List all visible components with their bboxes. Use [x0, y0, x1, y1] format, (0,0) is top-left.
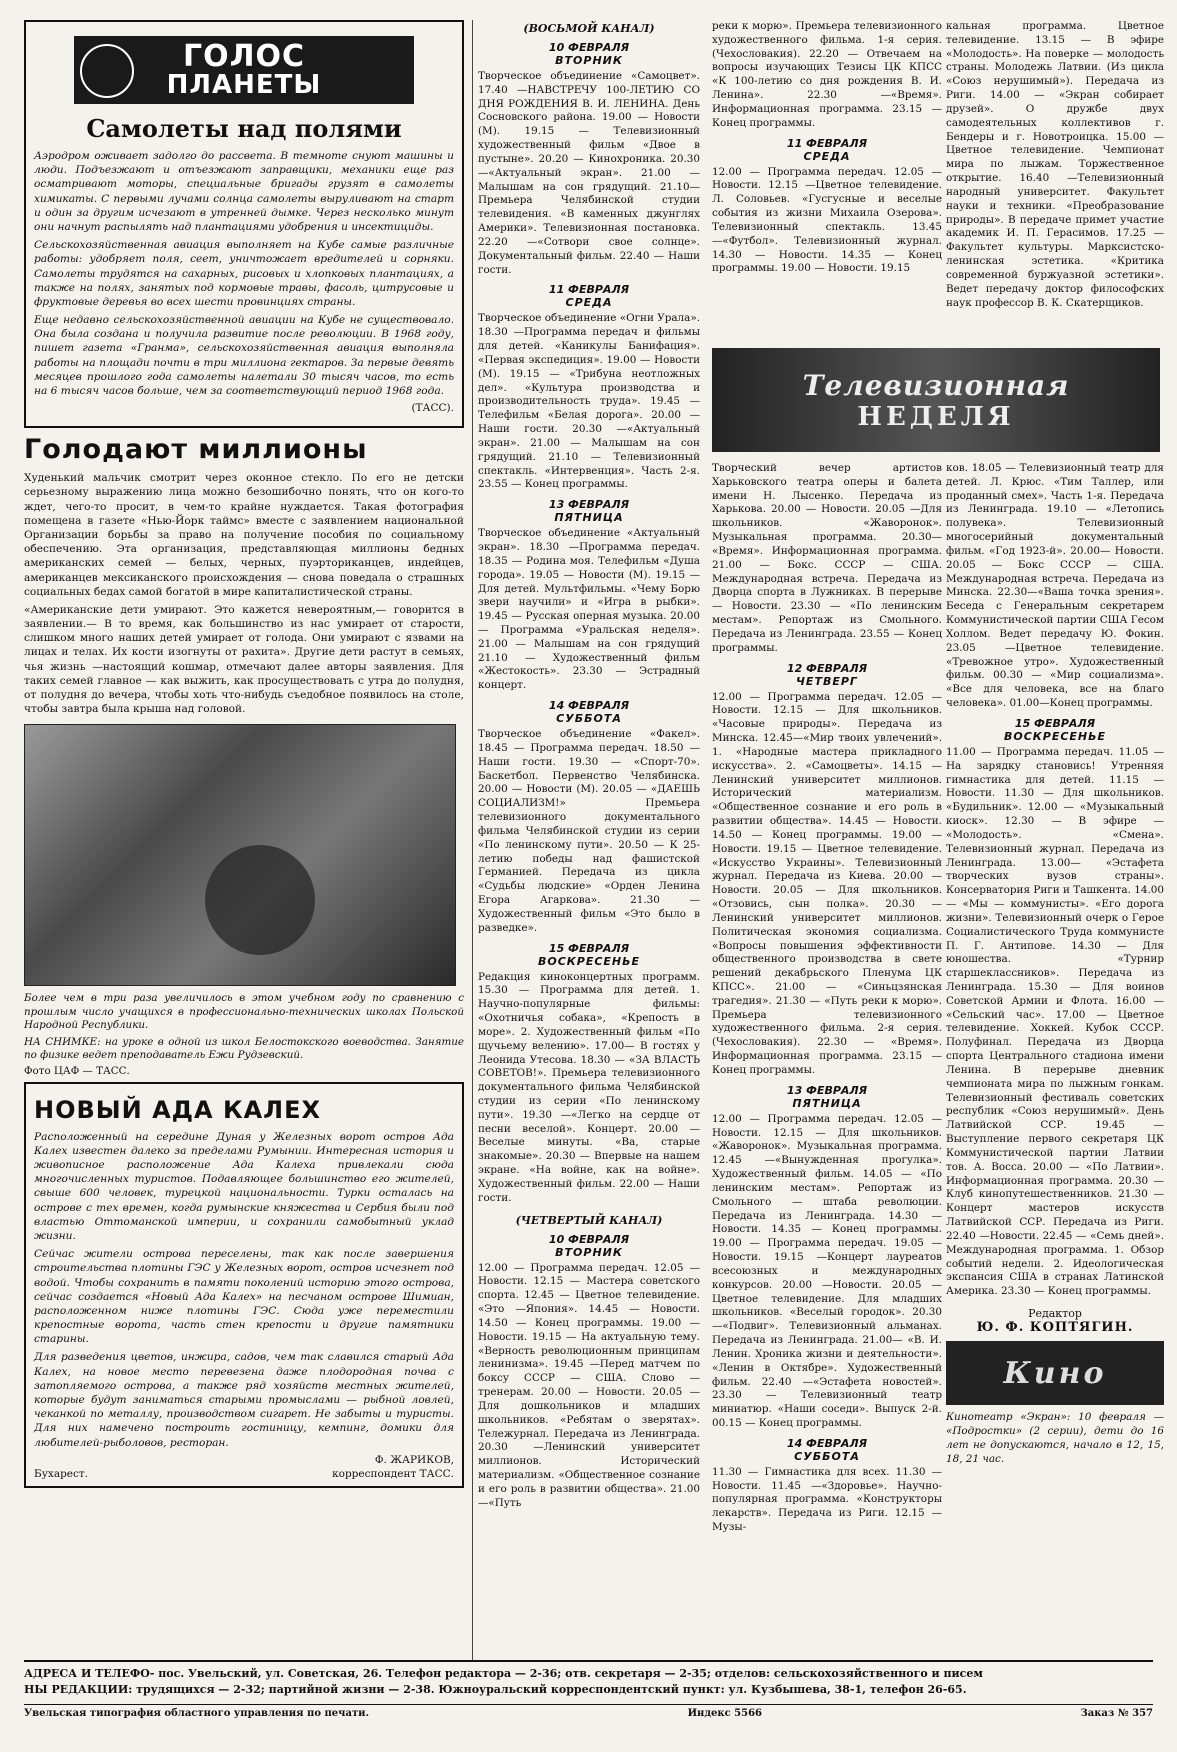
schedule-day-block — [478, 699, 700, 935]
schedule-date: 11 ФЕВРАЛЯ — [548, 283, 630, 297]
schedule-weekday: ПЯТНИЦА — [554, 511, 624, 525]
article-paragraph: Аэродром оживает задолго до рассвета. В темноте снуют машины и люди. Подъезжают и отъезжают заправщики, механики еще раз осматривают моторы, специальные бригады грузят в самолеты химикаты. С первыми лучами солнца самолеты выруливают на старт и один за другим исчезают в утренней дымке. Через несколько минут они начнут распылять над плантациями удобрения и инсектициды. — [34, 150, 454, 233]
schedule-weekday: ВТОРНИК — [555, 54, 623, 67]
schedule-day-block — [478, 41, 700, 277]
footer-address-line1: АДРЕСА И ТЕЛЕФО- пос. Увельский, ул. Советская, 26. Телефон редактора — 2-36; отв. секретаря — 2-35; отделов: сельскохозяйственного и писем — [24, 1667, 983, 1680]
schedule-text: кальная программа. Цветное телевидение. 13.15 — В эфире «Молодость». На поверке — молодость страны. Молодежь Латвии. (Из цикла «Союз нерушимый»). Передача из Риги. 14.00 — «Экран собирает друзей». О дружбе двух самодеятельных коллективов г. Бендеры и г. Новотроицка. 15.00 — Цветное телевидение. Чемпионат мира по лыжам. Торжественное открытие. 16.40 —Телевизионный народный университет. Факультет науки и техники. «Преобразование природы». В передаче примет участие академик И. П. Герасимов. 17.25 — Факультет культуры. Марксистско-ленинская эстетика. «Критика современной буржуазной эстетики». Ведет передачу доктор философских наук профессор В. К. Скатерщиков. — [946, 20, 1164, 309]
article-author-role: корреспондент ТАСС. — [332, 1467, 454, 1480]
article-credit: (ТАСС). — [411, 402, 454, 415]
logo-line2: ПЛАНЕТЫ — [166, 70, 322, 100]
schedule-text: реки к морю». Премьера телевизионного художественного фильма. 1-я серия. (Чехословакия). 22.20 — Отвечаем на вопросы изучающих Тезисы ЦК КПСС «К 100-летию со дня рождения В. И. Ленина». 22.30 —«Время». Информационная программа. 23.15 —Конец программы. — [712, 20, 942, 129]
article-author: Ф. ЖАРИКОВ, — [374, 1453, 454, 1466]
schedule-text: 12.00 — Программа передач. 12.05 — Новости. 12.15 — Мастера советского спорта. 12.45 — Цветное телевидение. «Это —Япония». 14.45 — Новости. 14.50 — Конец программы. 19.00 — Новости. 19.15 — На актуальную тему. «Верность революционным принципам ленинизма». 19.45 —Перед матчем по боксу СССР — США. Слово — тренерам. 20.00 — Новости. 20.05 — Для дошкольников и младших школьников. «Ребятам о зверятах». Тележурнал. Передача из Ленинграда. 20.30 —Ленинский университет миллионов. Исторический материализм. «Общественное сознание и его роль в развитии общества». 21.00—«Путь — [478, 1261, 700, 1509]
article-place: Бухарест. — [34, 1467, 89, 1480]
tv-column-4 — [946, 462, 1164, 1662]
banner-line1: Телевизионная — [802, 368, 1070, 402]
schedule-text: Творческое объединение «Актуальный экран». 18.30 —Программа передач. 18.35 — Родина моя. Телефильм «Душа города». 19.05 — Новости (М). 19.15 — Для детей. Мультфильмы. «Чему Борю звери научили» и «Игра в рыбки». 19.45 — Русская оперная музыка. 20.00 — Программа «Уральская неделя». 21.00 — Малышам на сон грядущий 21.10 — Художественный фильм «Жестокость». 23.30 — Эстрадный концерт. — [478, 527, 700, 692]
globe-icon — [80, 44, 134, 98]
schedule-date: 14 ФЕВРАЛЯ — [786, 1436, 868, 1450]
schedule-weekday: ВОСКРЕСЕНЬЕ — [1003, 729, 1107, 743]
schedule-text: 11.00 — Программа передач. 11.05 — На зарядку становись! Утренняя гимнастика для детей. 11.15 — Новости. 11.30 — Для школьников. «Будильник». 12.00 — «Музыкальный киоск». 12.30 — В эфире — «Молодость». «Смена». Телевизионный журнал. Передача из Ленинграда. 13.00— «Эстафета творческих вузов страны». Консерватория Риги и Ташкента. 14.00 — «Мы — коммунисты». «Его дорога жизни». Телевизионный очерк о Герое Социалистического Труда коммунисте П. Г. Антипове. 14.30 — Для юношества. «Турнир старшеклассников». Передача из Ленинграда. 15.30 — Для воинов Советской Армии и Флота. 16.00 — «Сельский час». 17.00 — Цветное телевидение. Хоккей. Кубок СССР. Полуфинал. Передача из Дворца спорта Центрального стадиона имени Ленина. В перерыве дневник чемпионата мира по лыжным гонкам. Телевизионный фестиваль советских республик «Союз нерушимый». День Латвийской ССР. 19.45 — Выступление первого секретаря ЦК Коммунистической партии Латвии тов. А. Восса. 20.00 — «По Латвии». Информационная программа. 20.30 — Клуб кинопутешественников. 21.30 —Концерт мастеров искусств Латвийской ССР. Передача из Риги. 22.40 —Новости. 22.45 — «Семь дней». Международная программа. 1. Обзор событий недели. 2. Идеологическая экспансия США в странах Латинской Америка. 23.30 — Конец программы. — [946, 745, 1164, 1298]
article-paragraph: Расположенный на середине Дуная у Железных ворот остров Ада Калех известен далеко за пределами Румынии. Интересная история и живописное расположение Ада Калеха привлекали сюда многочисленных туристов. Подавляющее большинство его жителей, свыше 600 человек, турецкой национальности. Турки осталась на острове с тех времен, когда румынские княжества и Сербия были под властью Оттоманской империи, и сохранили самобытный уклад жизни. — [34, 1130, 454, 1242]
schedule-date: 13 ФЕВРАЛЯ — [548, 498, 630, 512]
editor-label: Редактор — [1028, 1307, 1082, 1321]
logo-line1: ГОЛОС — [182, 39, 306, 74]
photo-credit: Фото ЦАФ — ТАСС. — [24, 1065, 130, 1078]
schedule-weekday: СРЕДА — [565, 296, 613, 310]
article-paragraph: «Американские дети умирают. Это кажется невероятным,— говорится в заявлении.— В то время, как большинство из нас умирает от старости, слишком много наших детей умирает от голода. Они умирают с язвами на лицах и телах. Их кости изогнуты от рахита». Другие дети растут в семьях, чья жизнь —настоящий кошмар, отмечают далее авторы заявления. Для таких семей главное — как выжить, как просуществовать с утра до полудня, от полудня до вечера, чтобы хоть что-нибудь съедобное появилось на столе, чтобы завтра была крыша над головой. — [24, 603, 464, 716]
schedule-text: ков. 18.05 — Телевизионный театр для детей. Л. Крюс. «Тим Таллер, или проданный смех». Часть 1-я. Передача из Ленинграда. 19.10 — «Летопись полувека». Телевизионный многосерийный документальный фильм. «Год 1923-й». 20.00— Новости. 20.05 — Бокс СССР — США. Международная встреча. Передача из Минска. 22.30—«Ваша точка зрения». Беседа с Генеральным секретарем Коммунистической партии США Гесом Холлом. Ведет передачу Ю. Фокин. 23.05 —Цветное телевидение. «Тревожное утро». Художественный фильм. 00.30 — «Мир социализма». «Все для человека, все на благо человека». 01.00—Конец программы. — [946, 462, 1164, 710]
footer-order: Заказ № 357 — [1080, 1707, 1153, 1719]
golos-planety-logo — [74, 36, 414, 104]
photo-caption-2: НА СНИМКЕ: на уроке в одной из школ Белостокского воеводства. Занятие по физике ведет преподаватель Ежи Рудзевский. — [24, 1035, 464, 1061]
article-paragraph: Для разведения цветов, инжира, садов, чем так славился старый Ада Калех, на новое место перевезена даже плодородная почва с затопляемого острова, а также ряд хозяйств местных жителей, которые будут заниматься старыми промыслами — рыбной ловлей, чеканкой по металлу, производством сигарет. Не забыты и туристы. Для них намечено построить гостиницу, кемпинг, домики для любителей-рыболовов, ресторан. — [34, 1351, 454, 1449]
tv-column-3 — [712, 462, 942, 1662]
channel-label: (ВОСЬМОЙ КАНАЛ) — [523, 22, 655, 35]
schedule-date: 15 ФЕВРАЛЯ — [548, 941, 630, 955]
schedule-date: 11 ФЕВРАЛЯ — [786, 136, 868, 150]
channel-label: (ЧЕТВЕРТЫЙ КАНАЛ) — [515, 1213, 663, 1227]
schedule-weekday: СРЕДА — [803, 149, 851, 163]
schedule-text: Творческое объединение «Самоцвет». 17.40 —НАВСТРЕЧУ 100-ЛЕТИЮ СО ДНЯ РОЖДЕНИЯ В. И. ЛЕНИНА. День Сосновского района. 19.00 — Новости (М). 19.15 — Телевизионный художественный фильм «Двое в пустыне». 20.20 — Кинохроника. 20.30 —«Актуальный экран». 21.00 — Малышам на сон грядущий. 21.10— Премьера Челябинской студии телевидения. «В каменных джунглях Америки». Телевизионная постановка. 22.20 —«Сотвори свое солнце». Документальный фильм. 22.40 — Наши гости. — [478, 70, 700, 276]
schedule-date: 12 ФЕВРАЛЯ — [786, 661, 868, 675]
school-photo — [24, 724, 456, 986]
schedule-text: 12.00 — Программа передач. 12.05 — Новости. 12.15 — Для школьников. «Часовые природы». Передача из Минска. 12.45—«Мир твоих увлечений». 1. «Народные мастера прикладного искусства». 2. «Самоцветы». 14.15 — Ленинский университет миллионов. Исторический материализм. «Общественное сознание и его роль в развитии общества». 14.45 — Новости. 14.50 — Конец программы. 19.00 — Новости. 19.15 — Цветное телевидение. «Искусство Украины». Телевизионный журнал. Передача из Киева. 20.00 — Новости. 20.05 — Для школьников. «Отзовись, сын полка». 20.30 — Ленинский университет миллионов. Политическая экономия социализма. «Вопросы повышения эффективности общественного производства в свете решений декабрьского Пленума ЦК КПСС». 21.00 — «Синьцзянская трагедия». 21.30 — «Путь реки к морю». Премьера телевизионного художественного фильма. 2-я серия. (Чехословакия). 22.30 — «Время». Информационная программа. 23.15 — Конец программы. — [712, 690, 942, 1076]
schedule-weekday: ЧЕТВЕРГ — [796, 674, 858, 688]
editor-name: Ю. Ф. КОПТЯГИН. — [976, 1320, 1134, 1336]
photo-caption: Более чем в три раза увеличилось в этом учебном году по сравнению с прошлым число учащихся в профессионально-технических школах Польской Народной Республики. — [24, 992, 464, 1032]
schedule-text: 12.00 — Программа передач. 12.05 — Новости. 12.15 — Для школьников. «Жаворонок». Музыкальная программа. 12.45 —«Вынужденная прогулка». Художественный фильм. 14.05 — «По ленинским местам». Репортаж из Смольного — штаба революции. Передача из Ленинграда. 14.30 — Новости. 14.35 — Конец программы. 19.00 — Программа передач. 19.05 — Новости. 19.15 —Концерт лауреатов всесоюзных и международных конкурсов. 20.00 —Новости. 20.05 — Цветное телевидение. Для младших школьников. «Веселый городок». 20.30 —«Подвиг». Телевизионный альманах. Передача из Ленинграда. 21.00— «В. И. Ленин. Хроника жизни и деятельности». «Ленин в Октябре». Художественный фильм. 22.40 —«Эстафета новостей». 23.30 — Телевизионный театр миниатюр. «Наши соседи». Выпуск 2-й. 00.15 — Конец программы. — [712, 1112, 942, 1429]
schedule-text: Творческое объединение «Огни Урала». 18.30 —Программа передач и фильмы для детей. «Каникулы Банифация». «Первая экспедиция». 19.00 — Новости (М). 19.15 — «Трибуна неотложных дел». «Культура производства и производительность труда». 19.45 — Телефильм «Белая дорога». 20.00 — Наши гости. 20.30 —«Актуальный экран». 21.00 — Малышам на сон грядущий. 21.10 — Телевизионный спектакль. «Интервенция». Часть 2-я. 23.55 — Конец программы. — [478, 312, 700, 491]
schedule-day-block — [478, 1233, 700, 1511]
article-paragraph: Сельскохозяйственная авиация выполняет на Кубе самые различные работы: удобряет поля, сеет, уничтожает вредителей и сорняки. Самолеты трудятся на сахарных, рисовых и хлопковых плантациях, а также на полях, занятых под кормовые травы, фасоль, цитрусовые и фруктовые деревья во всех шести провинциях страны. — [34, 239, 454, 308]
schedule-day-block — [478, 283, 700, 492]
banner-line2: НЕДЕЛЯ — [857, 401, 1015, 432]
tv-week-banner — [712, 348, 1160, 452]
article-title-golodayut: Голодают миллионы — [24, 434, 368, 466]
schedule-text: Творческое объединение «Факел». 18.45 — Программа передач. 18.50 — Наши гости. 19.30 — «Спорт-70». Баскетбол. Первенство Челябинска. 20.00 — Новости (М). 20.05 — «ДАЕШЬ СОЦИАЛИЗМ!» Премьера телевизионного документального фильма Челябинской студии из серии «По ленинскому пути». 20.50 — К 25-летию победы над фашистской Германией. Передача из цикла «Судьбы людские» «Орден Ленина Егора Агаркова». 21.30 — Художественный фильм «Это было в разведке». — [478, 728, 700, 934]
ada-kaleh-box — [24, 1082, 464, 1488]
tv-column-channel8 — [478, 20, 700, 1662]
article-paragraph: Еще недавно сельскохозяйственной авиации на Кубе не существовало. Она была создана и получила развитие после революции. В 1968 году, пишет газета «Гранма», сельскохозяйственная авиация выполняла работы на площади почти в три миллиона гектаров. За первые девять месяцев прошлого года самолеты налетали 30 тысяч часов, то есть на 6 тысяч часов больше, чем за соответствующий период 1968 года. — [34, 314, 454, 397]
schedule-date: 15 ФЕВРАЛЯ — [1014, 716, 1096, 730]
tv-column-3-top — [712, 20, 942, 342]
article-title-ada-kaleh: НОВЫЙ АДА КАЛЕХ — [34, 1095, 321, 1124]
schedule-date: 10 ФЕВРАЛЯ — [548, 41, 630, 54]
schedule-text: 11.30 — Гимнастика для всех. 11.30 — Новости. 11.45 —«Здоровье». Научно-популярная программа. «Конструкторы лекарств». Передача из Риги. 12.15 —Музы- — [712, 1465, 942, 1534]
article-title-samolety: Самолеты над полями — [86, 114, 402, 143]
schedule-day-block — [478, 942, 700, 1206]
schedule-day-block — [478, 498, 700, 693]
schedule-weekday: ВТОРНИК — [555, 1245, 623, 1259]
schedule-text: Творческий вечер артистов Харьковского театра оперы и балета имени Н. Лысенко. Передача из Харькова. 20.00 — Новости. 20.05 —Для школьников. «Жаворонок». Музыкальная программа. 20.30— «Время». Информационная программа. 21.00 — Бокс. СССР — США. Международная встреча. Передача из Дворца спорта в Лужниках. В перерыве — Новости. 23.30 — «По ленинским местам». Репортаж из Смольного. Передача из Ленинграда. 23.55 — Конец программы. — [712, 462, 942, 654]
schedule-weekday: ВОСКРЕСЕНЬЕ — [537, 954, 641, 968]
golos-planety-box — [24, 20, 464, 428]
schedule-text: 12.00 — Программа передач. 12.05 — Новости. 12.15 —Цветное телевидение. Л. Соловьев. «Гусгусные и веселые события из жизни Михаила Озерова». Телевизионный спектакль. 13.45—«Футбол». Телевизионный журнал. 14.30 — Новости. 14.35 — Конец программы. 19.00 — Новости. 19.15 — [712, 165, 942, 275]
left-column — [24, 20, 473, 1662]
schedule-weekday: СУББОТА — [556, 712, 622, 726]
cinema-schedule: Кинотеатр «Экран»: 10 февраля — «Подростки» (2 серии), дети до 16 лет не допускаются, начало в 12, 15, 18, 21 час. — [946, 1411, 1164, 1465]
schedule-date: 14 ФЕВРАЛЯ — [548, 699, 630, 713]
footer-address-line2: НЫ РЕДАКЦИИ: трудящихся — 2-32; партийной жизни — 2-38. Южноуральский корреспондентский пункт: ул. Кузбышева, 38-1, телефон 26-65. — [24, 1682, 967, 1696]
footer-imprint — [24, 1704, 1153, 1719]
schedule-weekday: ПЯТНИЦА — [792, 1096, 862, 1110]
tv-column-4-top — [946, 20, 1164, 342]
article-paragraph: Сейчас жители острова переселены, так как после завершения строительства плотины ГЭС у Железных ворот, остров исчезнет под водой. Чтобы сохранить в памяти поколений историю этого острова, сейчас создается «Новый Ада Калех» на песчаном острове Шимиан, расположенном ниже плотины ГЭС. Сюда уже переместили крепостные ворота, часть стен крепости и другие памятники старины. — [34, 1248, 454, 1346]
footer-printer: Увельская типография областного управления по печати. — [24, 1707, 370, 1719]
schedule-date: 10 ФЕВРАЛЯ — [548, 1232, 630, 1246]
schedule-text: Редакция киноконцертных программ. 15.30 — Программа для детей. 1. Научно-популярные фильмы: «Охотничья собака», «Крепость в море». 2. Художественный фильм «По щучьему велению». 17.00— В гостях у Леонида Утесова. 18.30 — «ЗА ВЛАСТЬ СОВЕТОВ!». Премьера телевизионного документального фильма Челябинской студии из серии «По ленинскому пути». 19.30 —«Легко на сердце от песни веселой». Концерт. 20.00 — Веселые минуты. «Ва, старые знакомые». 20.30 — Впервые на нашем экране. «На войне, как на войне». Художественный фильм. 22.00 — Наши гости. — [478, 970, 700, 1204]
schedule-weekday: СУББОТА — [794, 1449, 860, 1463]
kino-logo: Кино — [946, 1341, 1164, 1405]
footer-index: Индекс 5566 — [687, 1707, 762, 1719]
footer — [24, 1660, 1153, 1719]
article-paragraph: Худенький мальчик смотрит через оконное стекло. По его не детски серьезному выражению лица можно безошибочно понять, что он кого-то ждет, чего-то просит, в чем-то крайне нуждается. Такая фотография помещена в газете «Нью-Йорк таймс» вместе с заявлением национальной Организации борьбы за право на получение пособия по социальному обеспечению. Эта организация, представляющая миллионы бедных американских семей — белых, черных, пуэрториканцев, индейцев, американцев мексиканского происхождения — снова поведала о страшных социальных бедах самой богатой в мире капиталистической страны. — [24, 472, 464, 598]
schedule-date: 13 ФЕВРАЛЯ — [786, 1083, 868, 1097]
